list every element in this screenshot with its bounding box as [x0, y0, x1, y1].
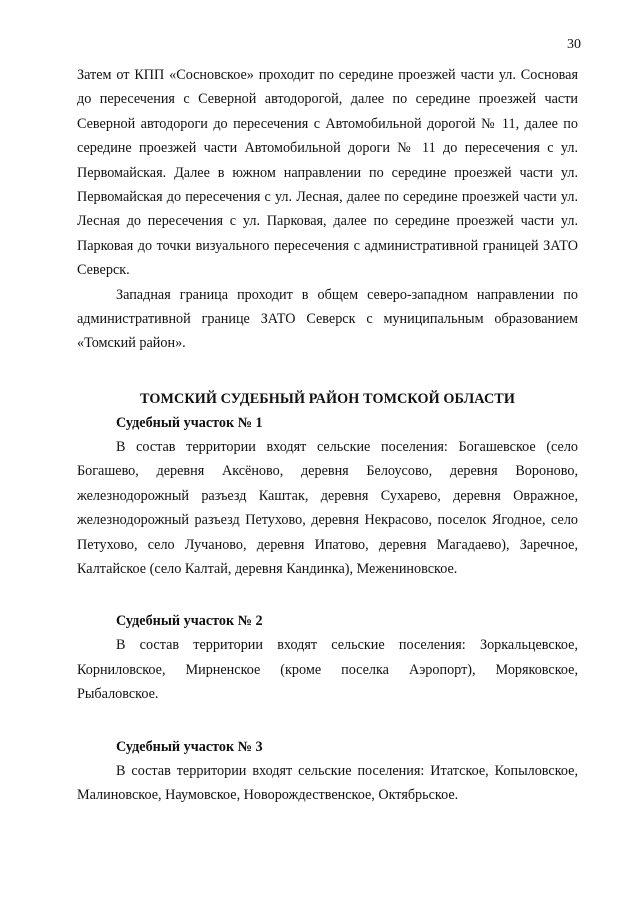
plot-1	[77, 411, 578, 581]
plot-description: В состав территории входят сельские поселения: Зоркальцевское, Корниловское, Мирненское (кроме поселка Аэропорт), Моряковское, Рыбаловское.	[77, 637, 578, 703]
spacer	[77, 707, 578, 735]
document-body	[77, 63, 578, 807]
plot-3	[77, 735, 578, 808]
plot-2	[77, 609, 578, 706]
spacer	[77, 581, 578, 609]
section-title: ТОМСКИЙ СУДЕБНЫЙ РАЙОН ТОМСКОЙ ОБЛАСТИ	[139, 390, 515, 407]
boundary-paragraph: Затем от КПП «Сосновское» проходит по середине проезжей части ул. Сосновая до пересечения с Северной автодорогой, далее по середине проезжей части Северной автодороги до пересечения с Автомобильной дорогой № 11, далее по середине проезжей части Автомобильной дороги № 11 до пересечения с ул. Первомайская. Далее в южном направлении по середине проезжей части ул. Первомайская до пересечения с ул. Лесная, далее по середине проезжей части ул. Лесная до пересечения с ул. Парковая, далее по середине проезжей части ул. Парковая до точки визуального пересечения с административной границей ЗАТО Северск.	[77, 67, 578, 279]
plot-description: В состав территории входят сельские поселения: Богашевское (село Богашево, деревня Аксёново, деревня Белоусово, деревня Вороново, железнодорожный разъезд Каштак, деревня Сухарево, деревня Овражное, железнодорожный разъезд Петухово, деревня Некрасово, поселок Ягодное, село Петухово, село Лучаново, деревня Ипатово, деревня Магадаево), Заречное, Калтайское (село Калтай, деревня Кандинка), Межениновское.	[77, 438, 578, 577]
plot-heading: Судебный участок № 3	[116, 738, 263, 755]
plot-heading: Судебный участок № 1	[116, 414, 263, 431]
plot-heading: Судебный участок № 2	[116, 613, 263, 630]
plot-description: В состав территории входят сельские поселения: Итатское, Копыловское, Малиновское, Наумовское, Новорождественское, Октябрьское.	[77, 762, 578, 803]
western-boundary-paragraph: Западная граница проходит в общем северо-западном направлении по административной границе ЗАТО Северск с муниципальным образованием «Томский район».	[77, 286, 578, 352]
page-number: 30	[567, 37, 581, 52]
